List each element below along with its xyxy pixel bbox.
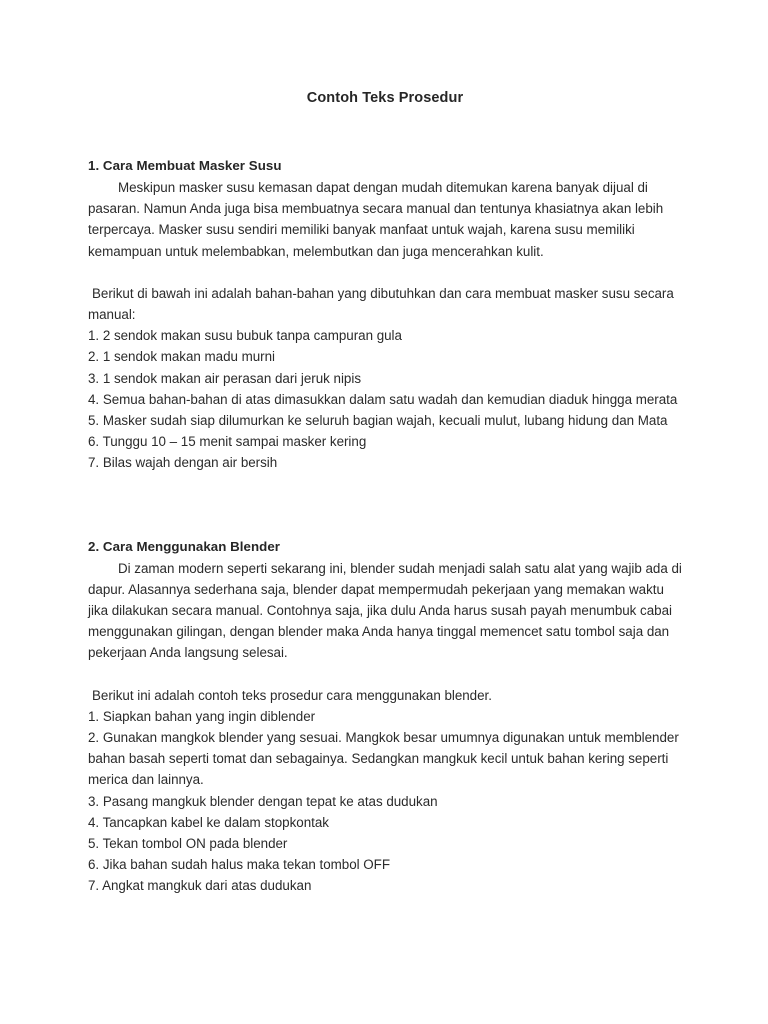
list-item: 6. Jika bahan sudah halus maka tekan tombol OFF [88,857,391,873]
list-item: 7. Bilas wajah dengan air bersih [88,455,278,471]
list-item: 3. 1 sendok makan air perasan dari jeruk nipis [88,370,361,386]
section-cara-menggunakan-blender [88,474,682,897]
page-title: Contoh Teks Prosedur [306,90,464,106]
procedure-list [88,325,682,473]
procedure-list [88,706,682,897]
list-item: 2. Gunakan mangkok blender yang sesuai. Mangkok besar umumnya digunakan untuk memblender bahan basah seperti tomat dan sebagainya. Sedangkan mangkuk kecil untuk bahan kering seperti merica dan lainnya. [88,730,679,788]
list-item: 1. Siapkan bahan yang ingin diblender [88,708,316,724]
list-item: 4. Semua bahan-bahan di atas dimasukkan dalam satu wadah dan kemudian diaduk hingga merata [88,391,678,407]
list-item: 1. 2 sendok makan susu bubuk tanpa campuran gula [88,328,402,344]
list-item: 5. Masker sudah siap dilumurkan ke seluruh bagian wajah, kecuali mulut, lubang hidung dan Mata [88,413,668,429]
list-item: 6. Tunggu 10 – 15 menit sampai masker kering [88,434,367,450]
list-item: 2. 1 sendok makan madu murni [88,349,276,365]
section-intro-paragraph: Di zaman modern seperti sekarang ini, blender sudah menjadi salah satu alat yang wajib ada di dapur. Alasannya sederhana saja, blender dapat mempermudah pekerjaan yang memakan waktu jika dilakukan secara manual. Contohnya saja, jika dulu Anda harus susah payah menumbuk cabai menggunakan gilingan, dengan blender maka Anda hanya tinggal memencet satu tombol saja dan pekerjaan Anda langsung selesai. [88,560,682,661]
list-item: 5. Tekan tombol ON pada blender [88,836,288,852]
section-heading: 1. Cara Membuat Masker Susu [88,158,282,173]
list-item: 7. Angkat mangkuk dari atas dudukan [88,878,312,894]
section-cara-membuat-masker-susu [88,108,682,474]
section-list-intro: Berikut ini adalah contoh teks prosedur cara menggunakan blender. [92,687,492,703]
document-body [88,0,682,897]
section-list-intro: Berikut di bawah ini adalah bahan-bahan yang dibutuhkan dan cara membuat masker susu secara manual: [88,285,674,323]
list-item: 3. Pasang mangkuk blender dengan tepat ke atas dudukan [88,793,438,809]
section-intro-paragraph: Meskipun masker susu kemasan dapat dengan mudah ditemukan karena banyak dijual di pasaran. Namun Anda juga bisa membuatnya secara manual dan tentunya khasiatnya akan lebih terpercaya. Masker susu sendiri memiliki banyak manfaat untuk wajah, karena susu memiliki kemampuan untuk melembabkan, melembutkan dan juga mencerahkan kulit. [88,180,664,259]
section-heading: 2. Cara Menggunakan Blender [88,538,280,554]
list-item: 4. Tancapkan kabel ke dalam stopkontak [88,814,329,830]
